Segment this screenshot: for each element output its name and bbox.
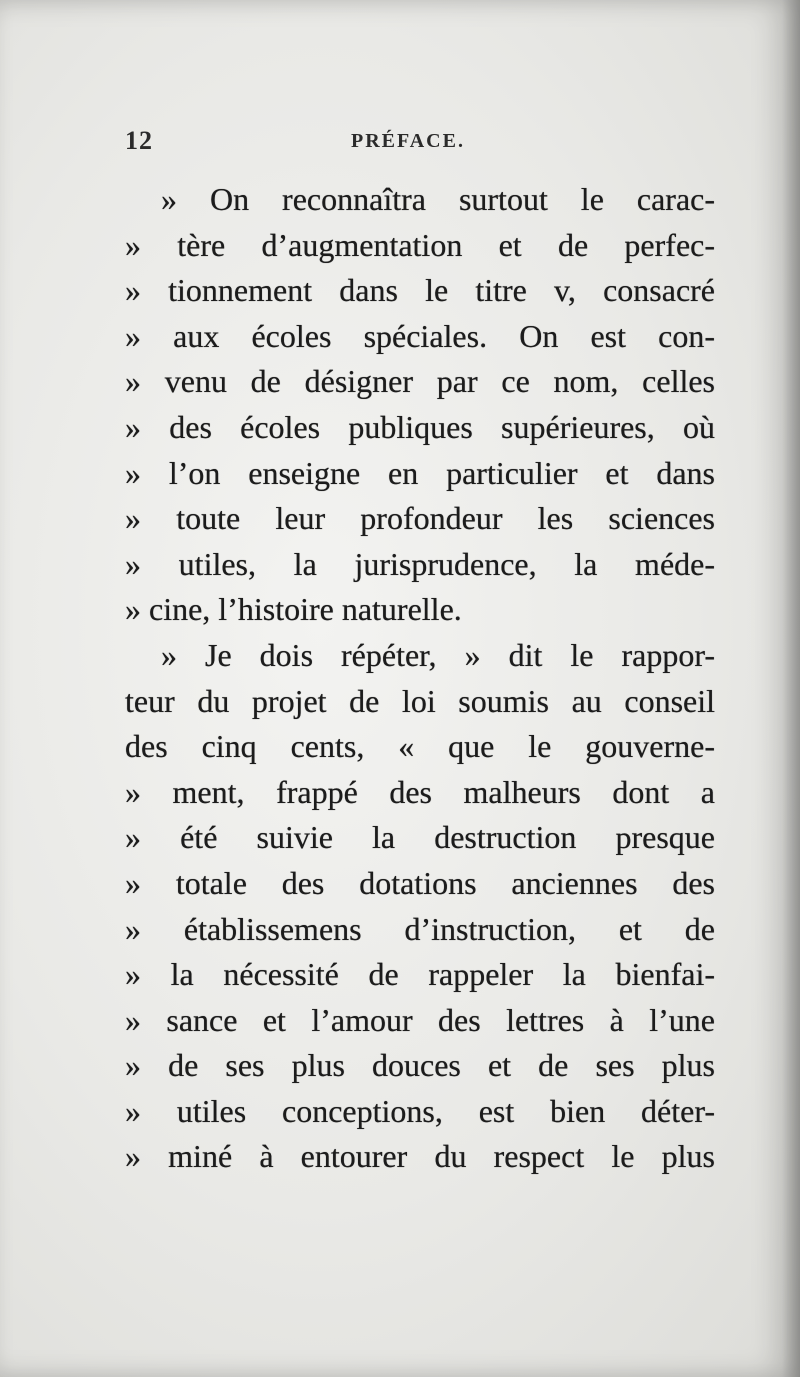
page-number: 12 (125, 126, 153, 155)
text-line: » Je dois répéter, » dit le rappor- (161, 636, 715, 673)
page-header (125, 126, 725, 160)
text-line: » été suivie la destruction presque (125, 819, 715, 856)
text-line: » utiles, la jurisprudence, la méde- (125, 545, 715, 582)
text-line: » aux écoles spéciales. On est con- (125, 317, 715, 354)
text-line: » toute leur profondeur les sciences (125, 500, 715, 537)
text-line: » établissemens d’instruction, et de (125, 910, 715, 947)
text-line: » miné à entourer du respect le plus (125, 1138, 715, 1175)
text-line: » des écoles publiques supérieures, où (125, 408, 715, 445)
text-line: » totale des dotations anciennes des (125, 864, 715, 901)
text-line: » sance et l’amour des lettres à l’une (125, 1001, 715, 1038)
text-line: » utiles conceptions, est bien déter- (125, 1092, 715, 1129)
body-text (125, 177, 715, 1180)
text-line: » cine, l’histoire naturelle. (125, 591, 462, 628)
text-line: » de ses plus douces et de ses plus (125, 1047, 715, 1084)
text-line: » ment, frappé des malheurs dont a (125, 773, 715, 810)
text-line: » venu de désigner par ce nom, celles (125, 363, 715, 400)
text-line: des cinq cents, « que le gouverne- (125, 728, 715, 765)
text-line: » tère d’augmentation et de perfec- (125, 226, 715, 263)
text-line: » tionnement dans le titre v, consacré (125, 272, 715, 309)
page-edge-shadow (782, 0, 800, 1377)
text-line: » l’on enseigne en particulier et dans (125, 454, 715, 491)
running-title: PRÉFACE. (351, 130, 465, 152)
text-line: » On reconnaîtra surtout le carac- (161, 181, 715, 217)
text-line: » la nécessité de rappeler la bienfai- (125, 956, 715, 993)
text-line: teur du projet de loi soumis au conseil (125, 682, 715, 719)
